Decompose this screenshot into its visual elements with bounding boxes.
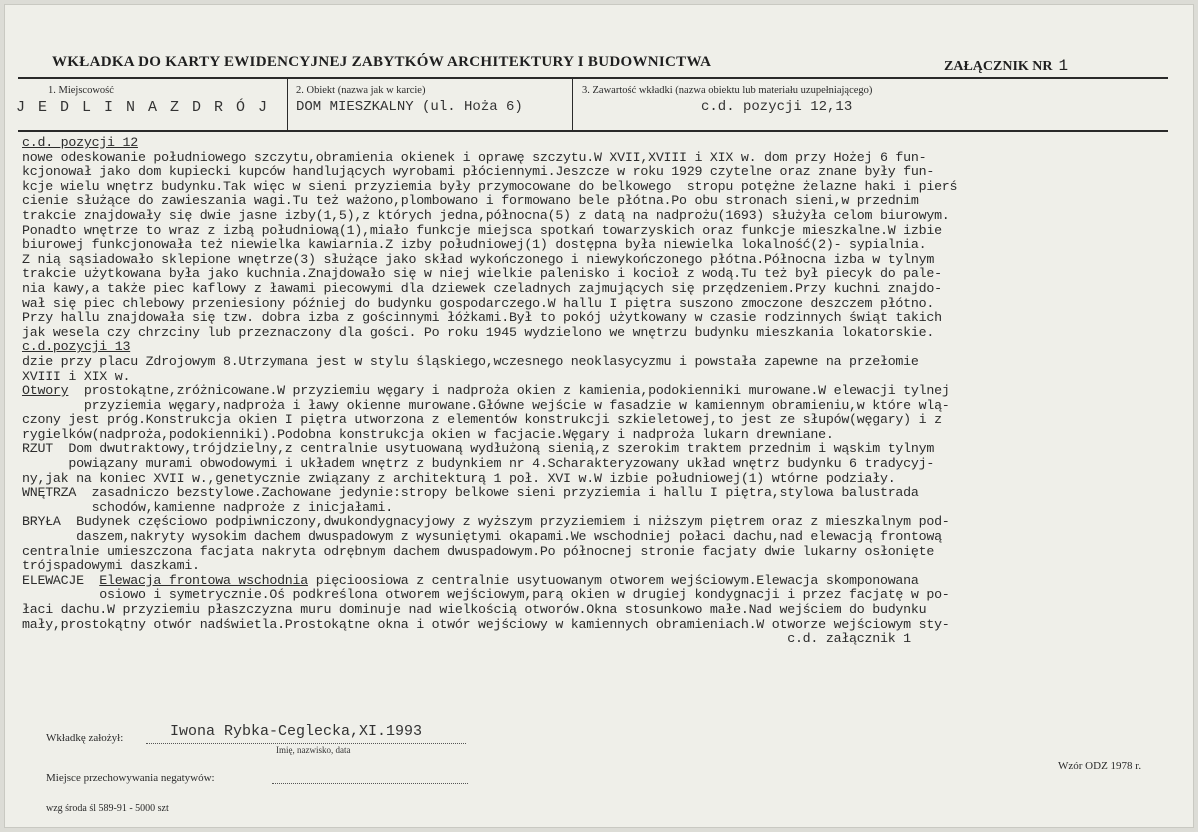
- body-line: ny,jak na koniec XVII w.,genetycznie związany z architekturą 1 poł. XVI w.W izbie południowej(1) wtórne podziały.: [22, 471, 896, 486]
- body-line: rygielków(nadproża,podokienniki).Podobna konstrukcja okien w facjacie.Węgary i nadproża lukarn drewniane.: [22, 427, 834, 442]
- annex-heading: [944, 57, 1068, 75]
- content-label: 3. Zawartość wkładki (nazwa obiektu lub materiału uzupełniającego): [582, 85, 873, 96]
- location-value: J E D L I N A Z D R Ó J: [16, 99, 270, 116]
- negatives-line: [272, 783, 468, 784]
- body-line: przyziemia węgary,nadproża i ławy okienne murowane.Główne wejście w fasadzie w kamiennym obramieniu,w które wlą-: [22, 398, 950, 413]
- body-line: trakcie znajdowały się dwie jasne izby(1,5),z których jedna,północna(5) z datą na nadprożu(1693) służyła celom biurowym.: [22, 208, 950, 223]
- body-line: nia kawy,a także piec kaflowy z ławami piecowymi dla dziewek czeladnych zajmujących się przędzeniem.Przy kuchni znajdo-: [22, 281, 942, 296]
- body-line: trakcie użytkowana była jako kuchnia.Znajdowało się w niej wielkie palenisko i kocioł z wodą.Tu też był piecyk do pale-: [22, 267, 942, 282]
- body-line: wał się piec chlebowy przeniesiony później do budynku gospodarczego.W hallu I piętra suszono zmoczone deszczem płótno.: [22, 296, 935, 311]
- header-top-rule: [18, 77, 1168, 79]
- object-label: 2. Obiekt (nazwa jak w karcie): [296, 85, 426, 96]
- body-line: nowe odeskowanie południowego szczytu,obramienia okienek i oprawę szczytu.W XVII,XVIII i XIX w. dom przy Hożej 6 fun-: [22, 150, 927, 165]
- annex-label: ZAŁĄCZNIK NR: [944, 59, 1053, 74]
- form-title: WKŁADKA DO KARTY EWIDENCYJNEJ ZABYTKÓW ARCHITEKTURY I BUDOWNICTWA: [52, 54, 712, 70]
- body-line: schodów,kamienne nadproże z inicjałami.: [22, 500, 394, 515]
- body-line: czony jest próg.Konstrukcja okien I piętra utworzona z elementów konstrukcji szkieletowej,to jest ze słupów(węgary) i z: [22, 413, 942, 428]
- body-line: mały,prostokątny otwór nadświetla.Prostokątne okna i otwór wejściowy w kamiennych obramieniach.W otworze wejściowym sty-: [22, 617, 950, 632]
- field-divider-1: [287, 79, 288, 130]
- body-line: centralnie umieszczona facjata nakryta odrębnym dachem dwuspadowym.Po północnej stronie facjaty dwie lukarny osłonięte: [22, 544, 935, 559]
- body-line: c.d. pozycji 12: [22, 136, 138, 150]
- annex-number: 1: [1058, 57, 1069, 75]
- record-sheet: [4, 4, 1194, 828]
- body-line: RZUT Dom dwutraktowy,trójdzielny,z centralnie usytuowaną wydłużoną sienią,z szerokim traktem przednim i wąskim tylnym: [22, 442, 935, 457]
- body-line: Otwory prostokątne,zróżnicowane.W przyziemiu węgary i nadproża okien z kamienia,podokienniki murowane.W elewacji tylnej: [22, 384, 950, 399]
- location-label: 1. Miejscowość: [48, 85, 114, 96]
- body-line: BRYŁA Budynek częściowo podpiwniczony,dwukondygnacyjowy z wyższym przyziemiem i niższym piętrem oraz z mieszkalnym pod-: [22, 515, 950, 530]
- object-value: DOM MIESZKALNY (ul. Hoża 6): [296, 99, 523, 115]
- body-line: jak wesela czy chrzciny lub przeznaczony dla gości. Po roku 1945 wydzielono we wnętrzu budynku mieszkania lokatorskie.: [22, 325, 935, 340]
- body-line: XVIII i XIX w.: [22, 369, 131, 384]
- body-line: łaci dachu.W przyziemiu płaszczyzna muru dominuje nad wielkością otworów.Okna stosunkowo małe.Nad wejściem do budynku: [22, 603, 927, 617]
- form-model: Wzór ODZ 1978 r.: [1058, 760, 1142, 772]
- header-bottom-rule: [18, 130, 1168, 132]
- typed-text-body: [22, 136, 1192, 647]
- body-line: Ponadto wnętrze to wraz z izbą południową(1),miało funkcje miejsca spotkań towarzyskich oraz funkcje mieszkalne.W izbie: [22, 223, 942, 238]
- author-caption: Imię, nazwisko, data: [276, 745, 351, 755]
- body-line: Z nią sąsiadowało sklepione wnętrze(3) służące jako skład wykończonego i niewykończonego płótna.Północna izba w tylnym: [22, 252, 935, 267]
- author-value: Iwona Rybka-Ceglecka,XI.1993: [170, 723, 423, 740]
- author-label: Wkładkę założył:: [46, 732, 124, 744]
- body-line: c.d. załącznik 1: [22, 632, 911, 647]
- body-line: ELEWACJE Elewacja frontowa wschodnia pięcioosiowa z centralnie usytuowanym otworem wejściowym.Elewacja skomponowana: [22, 573, 919, 588]
- field-divider-2: [572, 79, 573, 130]
- body-line: osiowo i symetrycznie.Oś podkreślona otworem wejściowym,parą okien w drugiej kondygnacji i przez facjatę w po-: [22, 588, 950, 603]
- negatives-label: Miejsce przechowywania negatywów:: [46, 772, 215, 784]
- print-info: wzg środa śl 589-91 - 5000 szt: [46, 803, 169, 814]
- body-line: kcje wielu wnętrz budynku.Tak więc w sieni przyziemia były przymocowane do belkowego stropu potężne żelazne haki i pierś: [22, 179, 958, 194]
- body-line: dzie przy placu Zdrojowym 8.Utrzymana jest w stylu śląskiego,wczesnego neoklasycyzmu i powstała zapewne na przełomie: [22, 354, 919, 369]
- author-line: [146, 743, 466, 744]
- body-line: kcjonował jako dom kupiecki kupców handlujących wyrobami płóciennymi.Jeszcze w roku 1929 czytelne oraz znane były fun-: [22, 165, 935, 180]
- body-line: c.d.pozycji 13: [22, 340, 131, 355]
- body-line: cienie służące do zawieszania wagi.Tu też ważono,plombowano i formowano bele płótna.Po obu stronach sieni,w przednim: [22, 194, 919, 209]
- body-line: trójspadowymi daszkami.: [22, 559, 200, 574]
- body-line: daszem,nakryty wysokim dachem dwuspadowym z wysuniętymi okapami.We wschodniej połaci dachu,nad elewacją frontową: [22, 530, 942, 545]
- body-line: biurowej funkcjonowała też niewielka kawiarnia.Z izby południowej(1) dostępna była niewielka lokalność(2)- sypialnia.: [22, 238, 927, 253]
- body-line: Przy hallu znajdowała się tzw. dobra izba z gościnnymi łóżkami.Był to pokój użytkowany w czasie rodzinnych świąt takich: [22, 311, 942, 326]
- body-line: WNĘTRZA zasadniczo bezstylowe.Zachowane jedynie:stropy belkowe sieni przyziemia i hallu I piętra,stylowa balustrada: [22, 486, 919, 501]
- body-line: powiązany murami obwodowymi i układem wnętrz z budynkiem nr 4.Scharakteryzowany układ wnętrz budynku 6 tradycyj-: [22, 457, 935, 472]
- content-value: c.d. pozycji 12,13: [701, 99, 853, 115]
